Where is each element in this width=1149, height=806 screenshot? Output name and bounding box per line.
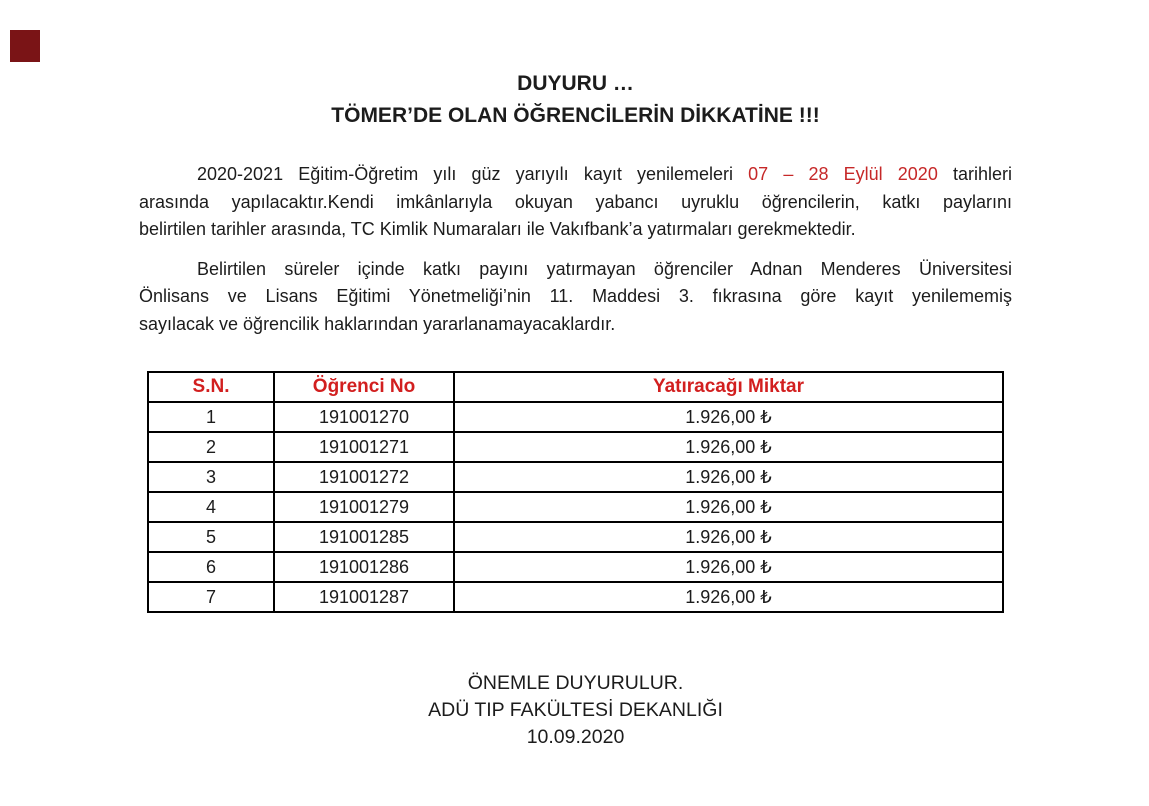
footer-note: ÖNEMLE DUYURULUR. bbox=[467, 672, 684, 694]
paragraph-line: belirtilen tarihler arasında, TC Kimlik Numaraları ile Vakıfbank’a yatırmaları gerekmektedir. bbox=[139, 219, 856, 239]
table-row bbox=[148, 492, 1003, 522]
header-serial-number: S.N. bbox=[148, 372, 274, 402]
announcement-subtitle: TÖMER’DE OLAN ÖĞRENCİLERİN DİKKATİNE !!! bbox=[331, 104, 820, 127]
serial-cell: 4 bbox=[148, 492, 274, 522]
student-no-cell: 191001285 bbox=[274, 522, 454, 552]
footer-block bbox=[139, 670, 1012, 751]
amount-cell: 1.926,00 ₺ bbox=[454, 582, 1003, 612]
amount-cell: 1.926,00 ₺ bbox=[454, 492, 1003, 522]
student-no-cell: 191001287 bbox=[274, 582, 454, 612]
announcement-title: DUYURU … bbox=[517, 72, 634, 95]
serial-cell: 2 bbox=[148, 432, 274, 462]
paragraph-line bbox=[139, 161, 1012, 189]
serial-cell: 7 bbox=[148, 582, 274, 612]
announcement-content bbox=[139, 0, 1012, 751]
amount-cell: 1.926,00 ₺ bbox=[454, 522, 1003, 552]
header-student-no: Öğrenci No bbox=[274, 372, 454, 402]
table-row bbox=[148, 582, 1003, 612]
fee-table bbox=[147, 371, 1004, 613]
serial-cell: 5 bbox=[148, 522, 274, 552]
table-row bbox=[148, 432, 1003, 462]
amount-cell: 1.926,00 ₺ bbox=[454, 552, 1003, 582]
paragraph-line: sayılacak ve öğrencilik haklarından yararlanamayacaklardır. bbox=[139, 313, 616, 334]
corner-mark bbox=[10, 30, 40, 62]
student-no-cell: 191001270 bbox=[274, 402, 454, 432]
student-no-cell: 191001286 bbox=[274, 552, 454, 582]
date: 10.09.2020 bbox=[526, 726, 625, 748]
student-no-cell: 191001279 bbox=[274, 492, 454, 522]
paragraph-text: 2020-2021 Eğitim-Öğretim yılı güz yarıyılı kayıt yenilemeleri bbox=[197, 164, 749, 184]
table-header-row bbox=[148, 372, 1003, 402]
paragraph-line: Belirtilen süreler içinde katkı payını yatırmayan öğrenciler Adnan Menderes Üniversitesi bbox=[197, 258, 1012, 279]
paragraph-text: tarihleri bbox=[937, 164, 1012, 184]
table-row bbox=[148, 402, 1003, 432]
date-range-highlight: 07 – 28 Eylül 2020 bbox=[748, 164, 938, 184]
paragraph-line: Önlisans ve Lisans Eğitimi Yönetmeliği’nin 11. Maddesi 3. fıkrasına göre kayıt yenilememiş bbox=[139, 286, 1012, 306]
serial-cell: 6 bbox=[148, 552, 274, 582]
amount-cell: 1.926,00 ₺ bbox=[454, 432, 1003, 462]
signature: ADÜ TIP FAKÜLTESİ DEKANLIĞI bbox=[428, 699, 723, 721]
paragraph-registration-dates bbox=[139, 161, 1012, 244]
table-row bbox=[148, 522, 1003, 552]
table-row bbox=[148, 552, 1003, 582]
paragraph-line: arasında yapılacaktır.Kendi imkânlarıyla okuyan yabancı uyruklu öğrencilerin, katkı paylarını bbox=[139, 191, 1012, 212]
serial-cell: 1 bbox=[148, 402, 274, 432]
table-row bbox=[148, 462, 1003, 492]
amount-cell: 1.926,00 ₺ bbox=[454, 402, 1003, 432]
student-no-cell: 191001272 bbox=[274, 462, 454, 492]
header-amount: Yatıracağı Miktar bbox=[454, 372, 1003, 402]
serial-cell: 3 bbox=[148, 462, 274, 492]
paragraph-regulation-warning bbox=[139, 256, 1012, 339]
amount-cell: 1.926,00 ₺ bbox=[454, 462, 1003, 492]
student-no-cell: 191001271 bbox=[274, 432, 454, 462]
